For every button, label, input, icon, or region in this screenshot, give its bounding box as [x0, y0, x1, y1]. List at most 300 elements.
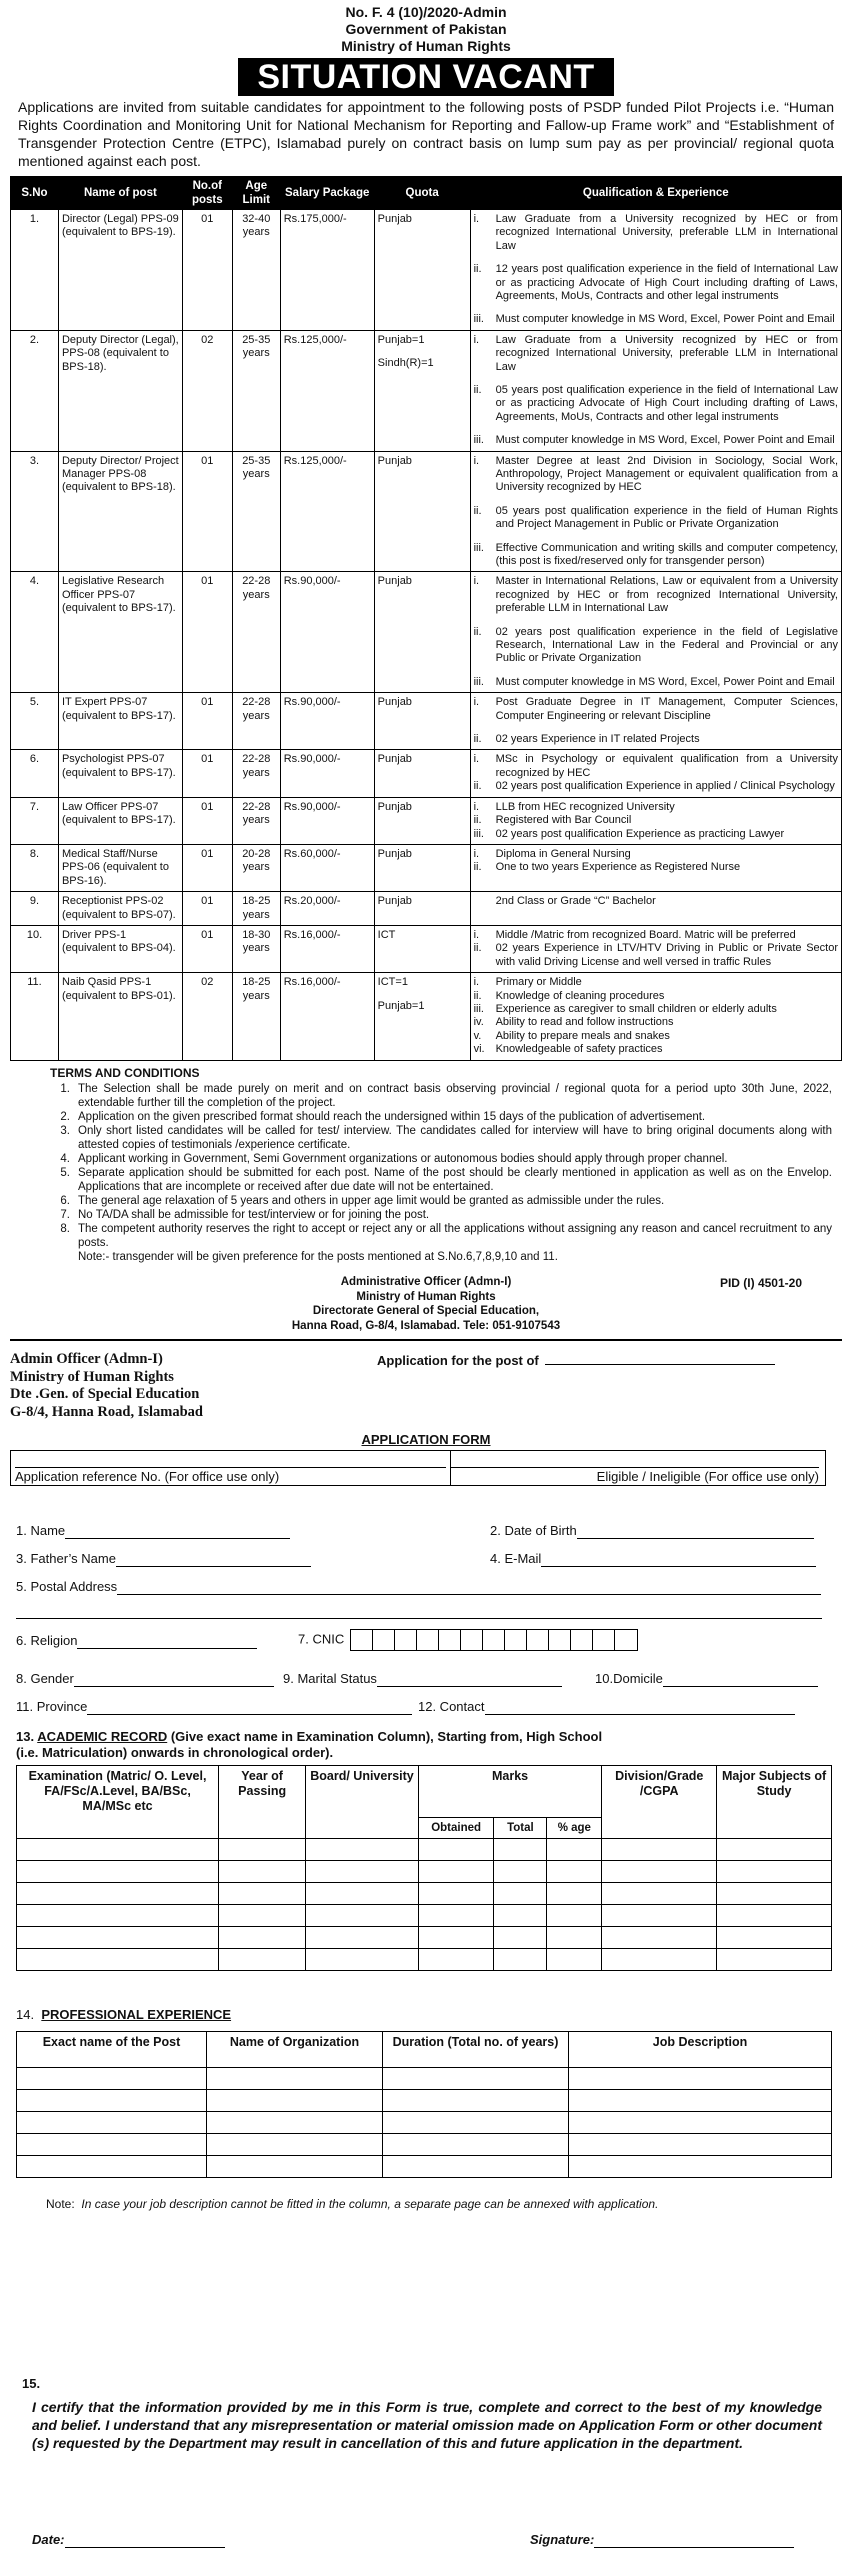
post-name: Medical Staff/Nurse PPS-06 (equivalent to BPS-16).	[58, 844, 182, 891]
post-salary: Rs.125,000/-	[280, 451, 374, 572]
post-age-limit: 18-25 years	[232, 973, 280, 1060]
cnic-label: 7. CNIC	[298, 1631, 345, 1647]
academic-entry-cell[interactable]	[219, 1948, 306, 1970]
contact-field[interactable]	[418, 1699, 795, 1715]
admin-officer-line: Hanna Road, G-8/4, Islamabad. Tele: 051-9107543	[291, 1319, 561, 1332]
quota-entry: Punjab=1	[377, 999, 425, 1012]
post-quota	[374, 844, 470, 891]
post-qualification	[470, 973, 841, 1060]
father-name-field[interactable]	[16, 1551, 311, 1567]
col-examination: Examination (Matric/ O. Level, FA/FSc/A.Level, BA/BSc, MA/MSc etc	[17, 1765, 219, 1838]
post-qualification	[470, 892, 841, 926]
date-line[interactable]	[65, 2535, 225, 2548]
academic-entry-cell[interactable]	[418, 1882, 494, 1904]
qualification-item	[474, 976, 838, 989]
cnic-digit-box[interactable]	[505, 1630, 527, 1650]
job-description-note	[46, 2197, 658, 2212]
cnic-digit-box[interactable]	[351, 1630, 373, 1650]
professional-entry-cell[interactable]	[17, 2133, 207, 2155]
professional-entry-cell[interactable]	[207, 2067, 383, 2089]
academic-entry-row	[17, 1948, 832, 1970]
post-age-limit: 18-30 years	[232, 925, 280, 972]
col-quota: Quota	[374, 176, 470, 209]
post-age-limit: 25-35 years	[232, 451, 280, 572]
quota-entry: Sindh(R)=1	[377, 357, 434, 370]
qualification-text: Knowledge of cleaning procedures	[495, 989, 665, 1002]
cnic-boxes[interactable]	[350, 1629, 638, 1651]
academic-entry-cell[interactable]	[418, 1838, 494, 1860]
gender-line[interactable]	[74, 1674, 274, 1687]
post-row	[11, 693, 842, 750]
qualification-text: Experience as caregiver to small children or elderly adults	[495, 1002, 777, 1015]
post-age-limit: 22-28 years	[232, 797, 280, 844]
professional-entry-row	[17, 2067, 832, 2089]
post-row	[11, 451, 842, 572]
qualification-text: 02 years Experience in IT related Projects	[495, 733, 700, 746]
professional-rows	[17, 2067, 832, 2177]
quota-entry: Punjab=1	[377, 333, 425, 346]
religion-line[interactable]	[77, 1636, 257, 1649]
post-row	[11, 572, 842, 693]
academic-entry-cell[interactable]	[547, 1904, 602, 1926]
term-text: The general age relaxation of 5 years and others in upper age limit would be granted as admissible under the rules.	[78, 1195, 665, 1208]
post-age-limit: 20-28 years	[232, 844, 280, 891]
signature-label: Signature:	[530, 2532, 595, 2547]
date-field[interactable]	[32, 2532, 225, 2548]
academic-entry-cell[interactable]	[494, 1838, 547, 1860]
post-sno: 7.	[11, 797, 59, 844]
name-field[interactable]	[16, 1523, 290, 1539]
post-sno: 11.	[11, 973, 59, 1060]
post-qualification	[470, 451, 841, 572]
post-name: Driver PPS-1 (equivalent to BPS-04).	[58, 925, 182, 972]
post-qualification	[470, 693, 841, 750]
post-salary: Rs.16,000/-	[280, 925, 374, 972]
academic-entry-cell[interactable]	[717, 1838, 832, 1860]
quota-entry: Punjab	[377, 575, 412, 588]
marital-status-field[interactable]	[283, 1671, 562, 1687]
term-item	[50, 1208, 832, 1222]
term-number: 7.	[60, 1209, 70, 1222]
qualification-number: i.	[473, 212, 480, 225]
academic-entry-cell[interactable]	[547, 1882, 602, 1904]
academic-entry-cell[interactable]	[219, 1838, 306, 1860]
qualification-number: ii.	[473, 504, 482, 517]
academic-entry-cell[interactable]	[602, 1838, 717, 1860]
academic-entry-cell[interactable]	[547, 1838, 602, 1860]
eligibility-label: Eligible / Ineligible (For office use only)	[451, 1467, 819, 1485]
domicile-label: 10.Domicile	[595, 1670, 663, 1686]
qualification-number: iv.	[473, 1016, 484, 1029]
academic-entry-cell[interactable]	[17, 1926, 219, 1948]
post-sno: 2.	[11, 330, 59, 451]
cnic-digit-box[interactable]	[593, 1630, 615, 1650]
academic-entry-cell[interactable]	[602, 1882, 717, 1904]
academic-entry-cell[interactable]	[547, 1926, 602, 1948]
cnic-digit-box[interactable]	[571, 1630, 593, 1650]
professional-experience-title	[16, 2007, 231, 2023]
academic-entry-row	[17, 1882, 832, 1904]
header	[10, 0, 842, 55]
quota-entry: ICT	[377, 928, 396, 941]
professional-entry-cell[interactable]	[569, 2067, 832, 2089]
admin-officer-line: Directorate General of Special Education,	[312, 1305, 540, 1318]
qualification-item	[474, 213, 838, 253]
address-line: Dte .Gen. of Special Education	[10, 1386, 200, 1403]
qualification-number: ii.	[473, 733, 482, 746]
qualification-number: iii.	[473, 827, 484, 840]
post-qualification	[470, 572, 841, 693]
academic-entry-cell[interactable]	[602, 1948, 717, 1970]
qualification-item	[474, 733, 838, 746]
academic-entry-cell[interactable]	[418, 1948, 494, 1970]
post-count: 01	[182, 572, 232, 693]
term-number: 6.	[60, 1195, 70, 1208]
postal-address-field[interactable]	[16, 1579, 821, 1595]
post-qualification	[470, 330, 841, 451]
professional-entry-cell[interactable]	[569, 2155, 832, 2177]
academic-entry-cell[interactable]	[494, 1860, 547, 1882]
professional-entry-cell[interactable]	[207, 2111, 383, 2133]
post-age-limit: 32-40 years	[232, 209, 280, 330]
father-name-line[interactable]	[116, 1554, 311, 1567]
professional-entry-cell[interactable]	[207, 2133, 383, 2155]
cnic-digit-box[interactable]	[439, 1630, 461, 1650]
academic-entry-cell[interactable]	[306, 1838, 418, 1860]
academic-entry-cell[interactable]	[494, 1904, 547, 1926]
academic-entry-row	[17, 1926, 832, 1948]
academic-entry-cell[interactable]	[306, 1882, 418, 1904]
academic-entry-cell[interactable]	[494, 1882, 547, 1904]
qualification-text: LLB from HEC recognized University	[495, 800, 675, 813]
col-year-of-passing: Year of Passing	[219, 1765, 306, 1838]
pid-number: PID (I) 4501-20	[719, 1276, 802, 1291]
post-salary: Rs.125,000/-	[280, 330, 374, 451]
reference-number-cell[interactable]	[11, 1451, 451, 1485]
academic-entry-cell[interactable]	[306, 1860, 418, 1882]
domicile-line[interactable]	[663, 1674, 818, 1687]
qualification-number: i.	[473, 847, 480, 860]
qualification-text: Must computer knowledge in MS Word, Excel, Power Point and Email	[495, 313, 835, 326]
col-percentage: % age	[547, 1817, 602, 1838]
qualification-item	[474, 895, 838, 908]
qualification-number: iii.	[473, 434, 484, 447]
religion-field[interactable]	[16, 1633, 257, 1649]
term-number: 3.	[60, 1125, 70, 1138]
marital-status-line[interactable]	[377, 1674, 562, 1687]
admin-officer-line: Administrative Officer (Admn-I)	[340, 1276, 512, 1289]
contact-line[interactable]	[485, 1702, 795, 1715]
post-applied-line[interactable]	[545, 1364, 775, 1365]
academic-entry-cell[interactable]	[717, 1926, 832, 1948]
academic-entry-cell[interactable]	[494, 1926, 547, 1948]
term-text: Only short listed candidates will be called for test/ interview. The candidates called for interview will have to bring original documents along with attested copies of testimonials /experience certificate.	[78, 1125, 832, 1152]
post-sno: 4.	[11, 572, 59, 693]
term-text: Separate application should be submitted for each post. Name of the post should be clearly mentioned in application as well as on the Envelop. Applications that are incomplete or received after due date will not be entertained.	[78, 1167, 832, 1194]
qualification-text: Law Graduate from a University recognized by HEC or from recognized International University, preferable LLM in International Law	[495, 333, 838, 373]
post-count: 01	[182, 750, 232, 797]
academic-entry-cell[interactable]	[602, 1860, 717, 1882]
post-age-limit: 22-28 years	[232, 693, 280, 750]
academic-entry-cell[interactable]	[602, 1926, 717, 1948]
qualification-number: ii.	[473, 989, 482, 1002]
province-line[interactable]	[87, 1702, 412, 1715]
post-salary: Rs.90,000/-	[280, 797, 374, 844]
postal-address-line[interactable]	[117, 1582, 821, 1595]
post-row	[11, 209, 842, 330]
qualification-item	[474, 848, 838, 861]
academic-entry-row	[17, 1904, 832, 1926]
posts-table-body	[11, 209, 842, 1060]
qualification-number: ii.	[473, 383, 482, 396]
professional-experience-heading: PROFESSIONAL EXPERIENCE	[41, 2006, 232, 2022]
post-salary: Rs.175,000/-	[280, 209, 374, 330]
academic-entry-cell[interactable]	[418, 1904, 494, 1926]
post-quota	[374, 330, 470, 451]
post-salary: Rs.90,000/-	[280, 693, 374, 750]
academic-entry-cell[interactable]	[17, 1948, 219, 1970]
col-qualification: Qualification & Experience	[470, 176, 841, 209]
post-row	[11, 925, 842, 972]
academic-entry-cell[interactable]	[418, 1860, 494, 1882]
posts-table	[10, 176, 842, 1061]
academic-entry-cell[interactable]	[17, 1860, 219, 1882]
qualification-text: Registered with Bar Council	[495, 814, 632, 827]
post-quota	[374, 451, 470, 572]
cnic-field[interactable]	[298, 1629, 638, 1651]
post-sno: 6.	[11, 750, 59, 797]
qualification-number: i.	[473, 333, 480, 346]
qualification-item	[474, 753, 838, 780]
admin-officer-line: Ministry of Human Rights	[356, 1290, 496, 1303]
quota-entry: Punjab	[377, 895, 412, 908]
qualification-item	[474, 1016, 838, 1029]
post-age-limit: 22-28 years	[232, 750, 280, 797]
col-organization: Name of Organization	[207, 2031, 383, 2067]
academic-entry-cell[interactable]	[494, 1948, 547, 1970]
eligibility-cell[interactable]	[451, 1451, 825, 1485]
academic-entry-cell[interactable]	[17, 1882, 219, 1904]
post-quota	[374, 750, 470, 797]
academic-entry-cell[interactable]	[306, 1948, 418, 1970]
cnic-digit-box[interactable]	[395, 1630, 417, 1650]
academic-entry-cell[interactable]	[717, 1904, 832, 1926]
qualification-text: Master Degree at least 2nd Division in Sociology, Social Work, Anthropology, Project Management or equivalent qualification from a University recognized by HEC	[495, 454, 838, 494]
contact-label: 12. Contact	[418, 1698, 485, 1714]
post-name: Law Officer PPS-07 (equivalent to BPS-17).	[58, 797, 182, 844]
professional-entry-row	[17, 2133, 832, 2155]
professional-entry-cell[interactable]	[17, 2089, 207, 2111]
professional-entry-cell[interactable]	[569, 2111, 832, 2133]
qualification-text: 02 years Experience in LTV/HTV Driving in Public or Private Sector with valid Driving License and well versed in traffic Rules	[495, 942, 838, 968]
cnic-digit-box[interactable]	[483, 1630, 505, 1650]
academic-entry-cell[interactable]	[219, 1904, 306, 1926]
qualification-text: Law Graduate from a University recognized by HEC or from recognized International University, preferable LLM in International Law	[495, 212, 838, 252]
academic-record-table	[16, 1765, 832, 1971]
province-label: 11. Province	[16, 1698, 88, 1714]
qualification-text: Ability to prepare meals and snakes	[495, 1029, 670, 1042]
qualification-number: i.	[473, 696, 480, 709]
qualification-item	[474, 696, 838, 723]
qualification-item	[474, 1043, 838, 1056]
quota-entry: Punjab	[377, 847, 412, 860]
qualification-item	[474, 626, 838, 666]
post-name: Legislative Research Officer PPS-07 (equivalent to BPS-17).	[58, 572, 182, 693]
dob-field[interactable]	[490, 1523, 814, 1539]
professional-entry-cell[interactable]	[207, 2089, 383, 2111]
professional-entry-row	[17, 2089, 832, 2111]
academic-entry-cell[interactable]	[219, 1926, 306, 1948]
qualification-item	[474, 334, 838, 374]
academic-entry-cell[interactable]	[219, 1882, 306, 1904]
qualification-text: Effective Communication and writing skills and computer competency, (this post is fixed/reserved only for transgender person)	[495, 541, 838, 568]
application-form-title: APPLICATION FORM	[361, 1431, 491, 1447]
qualification-item	[474, 990, 838, 1003]
name-line[interactable]	[65, 1526, 290, 1539]
professional-entry-cell[interactable]	[207, 2155, 383, 2177]
cnic-digit-box[interactable]	[373, 1630, 395, 1650]
professional-entry-cell[interactable]	[383, 2133, 569, 2155]
academic-entry-cell[interactable]	[17, 1904, 219, 1926]
admin-officer-block	[10, 1275, 842, 1333]
post-quota	[374, 572, 470, 693]
qualification-item	[474, 263, 838, 303]
col-duration: Duration (Total no. of years)	[383, 2031, 569, 2067]
academic-entry-cell[interactable]	[717, 1860, 832, 1882]
academic-entry-cell[interactable]	[602, 1904, 717, 1926]
academic-entry-cell[interactable]	[547, 1860, 602, 1882]
email-field[interactable]	[490, 1551, 816, 1567]
col-division-grade: Division/Grade /CGPA	[602, 1765, 717, 1838]
term-number: 8.	[60, 1223, 70, 1236]
post-applied-for	[377, 1353, 775, 1369]
postal-address-line-2[interactable]	[16, 1603, 822, 1619]
academic-entry-row	[17, 1838, 832, 1860]
cnic-digit-box[interactable]	[549, 1630, 571, 1650]
professional-experience-number: 14.	[16, 2006, 35, 2022]
qualification-number	[474, 895, 496, 908]
professional-header-row	[17, 2031, 832, 2067]
gender-label: 8. Gender	[16, 1670, 74, 1686]
col-board-university: Board/ University	[306, 1765, 418, 1838]
col-obtained: Obtained	[418, 1817, 494, 1838]
term-item	[50, 1222, 832, 1250]
gender-field[interactable]	[16, 1671, 274, 1687]
postal-address-line[interactable]	[16, 1606, 822, 1619]
qualification-item	[474, 814, 838, 827]
signature-line[interactable]	[594, 2535, 794, 2548]
academic-entry-cell[interactable]	[717, 1882, 832, 1904]
dob-line[interactable]	[577, 1526, 814, 1539]
professional-entry-cell[interactable]	[383, 2067, 569, 2089]
academic-entry-cell[interactable]	[306, 1904, 418, 1926]
professional-entry-cell[interactable]	[17, 2155, 207, 2177]
post-sno: 1.	[11, 209, 59, 330]
professional-entry-cell[interactable]	[17, 2111, 207, 2133]
qualification-text: One to two years Experience as Registered Nurse	[495, 861, 741, 874]
dob-label: 2. Date of Birth	[490, 1522, 577, 1538]
qualification-item	[474, 942, 838, 969]
academic-entry-cell[interactable]	[418, 1926, 494, 1948]
post-row	[11, 797, 842, 844]
academic-entry-cell[interactable]	[17, 1838, 219, 1860]
professional-entry-cell[interactable]	[383, 2155, 569, 2177]
signature-field[interactable]	[530, 2532, 794, 2548]
quota-entry: Punjab	[377, 753, 412, 766]
academic-entry-cell[interactable]	[306, 1926, 418, 1948]
qualification-item	[474, 1003, 838, 1016]
qualification-text: Post Graduate Degree in IT Management, Computer Sciences, Computer Engineering or relevant Discipline	[495, 696, 838, 722]
post-row	[11, 330, 842, 451]
cnic-digit-box[interactable]	[527, 1630, 549, 1650]
post-qualification	[470, 750, 841, 797]
qualification-item	[474, 828, 838, 841]
term-number: 4.	[60, 1153, 70, 1166]
qualification-item	[474, 384, 838, 424]
terms-note: Note:- transgender will be given preference for the posts mentioned at S.No.6,7,8,9,10 and 11.	[78, 1251, 558, 1264]
professional-entry-cell[interactable]	[17, 2067, 207, 2089]
name-label: 1. Name	[16, 1522, 66, 1538]
professional-entry-cell[interactable]	[569, 2089, 832, 2111]
cnic-digit-box[interactable]	[461, 1630, 483, 1650]
qualification-item	[474, 542, 838, 569]
professional-entry-row	[17, 2155, 832, 2177]
post-row	[11, 750, 842, 797]
situation-vacant-banner: SITUATION VACANT	[238, 58, 614, 96]
qualification-item	[474, 929, 838, 942]
email-line[interactable]	[541, 1554, 816, 1567]
province-field[interactable]	[16, 1699, 412, 1715]
qualification-item	[474, 434, 838, 447]
post-name: Deputy Director (Legal), PPS-08 (equivalent to BPS-18).	[58, 330, 182, 451]
post-row	[11, 973, 842, 1060]
academic-entry-cell[interactable]	[219, 1860, 306, 1882]
col-no-of-posts: No.of posts	[182, 176, 232, 209]
post-count: 01	[182, 797, 232, 844]
professional-entry-cell[interactable]	[569, 2133, 832, 2155]
academic-entry-cell[interactable]	[547, 1948, 602, 1970]
professional-entry-cell[interactable]	[383, 2111, 569, 2133]
terms-list	[50, 1082, 832, 1250]
certificate-text: I certify that the information provided by me in this Form is true, complete and correct to the best of my knowledge and belief. I understand that any misrepresentation or material omission made on Application Form or other document (s) requested by the Department may result in cancellation of this and future application in the department.	[32, 2399, 822, 2452]
qualification-text: Must computer knowledge in MS Word, Excel, Power Point and Email	[495, 675, 835, 688]
qualification-number: ii.	[473, 861, 482, 874]
post-qualification	[470, 844, 841, 891]
col-name-of-post: Name of post	[58, 176, 182, 209]
cnic-digit-box[interactable]	[417, 1630, 439, 1650]
post-sno: 10.	[11, 925, 59, 972]
qualification-number: i.	[473, 454, 480, 467]
qualification-text: Diploma in General Nursing	[495, 847, 631, 860]
col-salary-package: Salary Package	[280, 176, 374, 209]
post-quota	[374, 209, 470, 330]
domicile-field[interactable]	[595, 1671, 818, 1687]
post-sno: 5.	[11, 693, 59, 750]
qualification-item	[474, 505, 838, 532]
qualification-text: MSc in Psychology or equivalent qualification from a University recognized by HEC	[495, 753, 838, 779]
qualification-item	[474, 676, 838, 689]
academic-record-desc-2: (i.e. Matriculation) onwards in chronological order).	[16, 1744, 334, 1760]
cnic-digit-box[interactable]	[615, 1630, 637, 1650]
professional-entry-cell[interactable]	[383, 2089, 569, 2111]
post-age-limit: 22-28 years	[232, 572, 280, 693]
academic-entry-cell[interactable]	[717, 1948, 832, 1970]
col-age-limit: Age Limit	[232, 176, 280, 209]
qualification-number: i.	[473, 753, 480, 766]
post-count: 01	[182, 451, 232, 572]
qualification-number: ii.	[473, 263, 482, 276]
application-form	[10, 1341, 842, 2231]
